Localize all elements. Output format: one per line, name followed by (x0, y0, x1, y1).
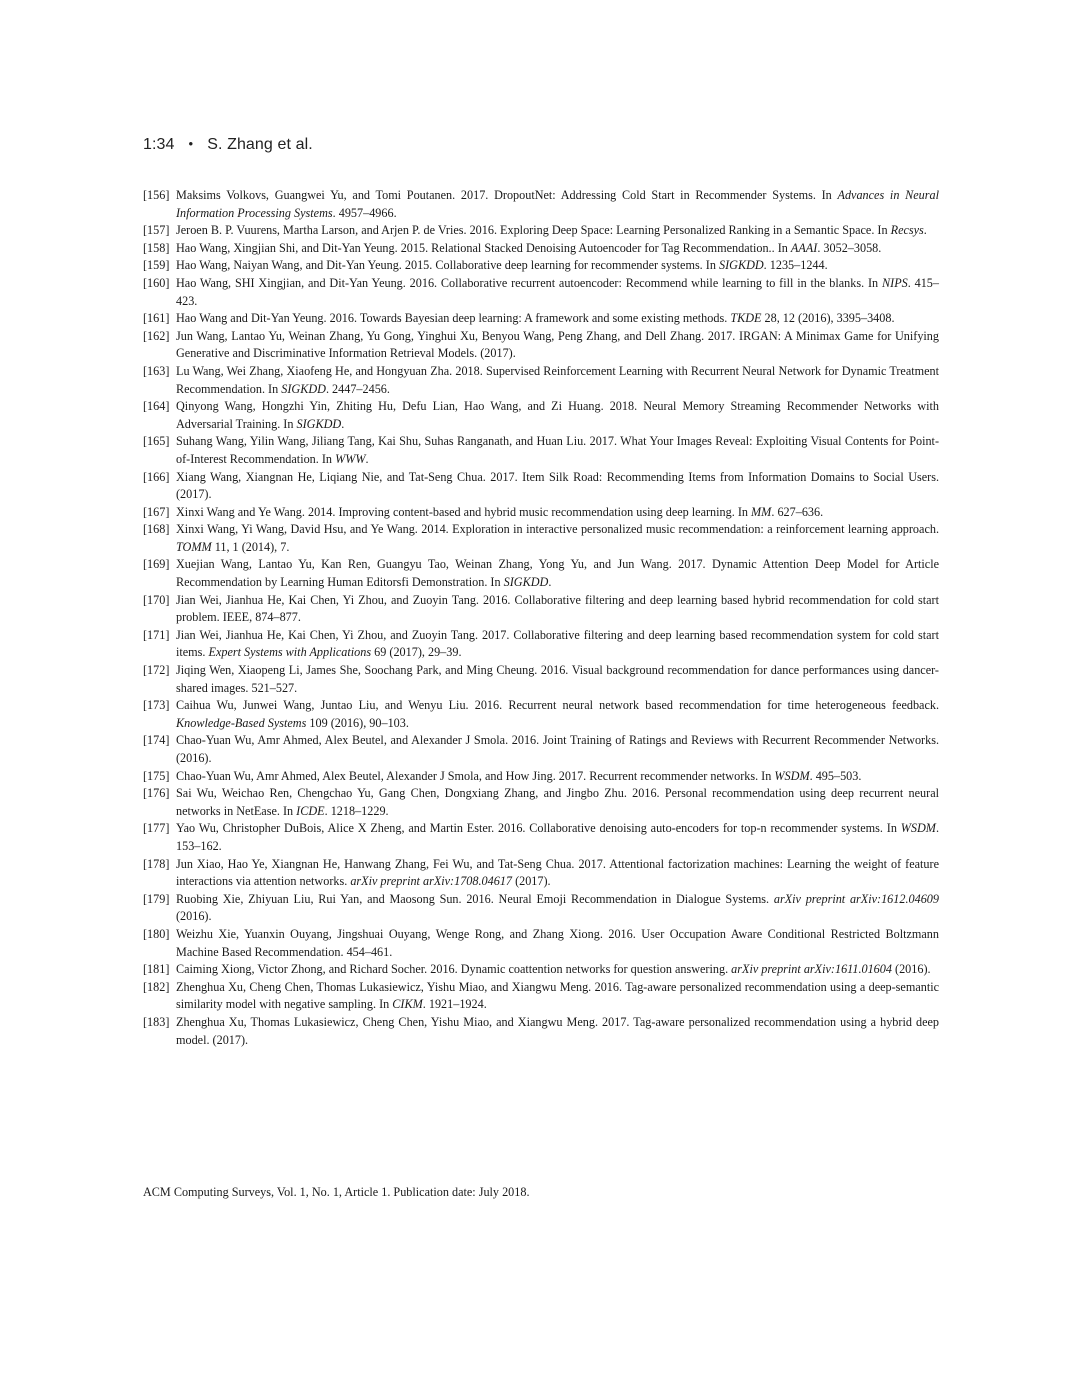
reference-number: [168] (143, 522, 170, 537)
reference-venue: Recsys (890, 223, 924, 238)
reference-entry (143, 732, 939, 767)
reference-text: Ruobing Xie, Zhiyuan Liu, Rui Yan, and Maosong Sun. 2016. Neural Emoji Recommendation in Dialogue Systems. (176, 891, 774, 906)
reference-venue: TOMM (176, 539, 212, 554)
reference-venue: WWW (335, 451, 366, 466)
reference-entry (143, 328, 939, 363)
reference-text: . 2447–2456. (325, 381, 390, 396)
reference-entry (143, 891, 939, 926)
reference-text: . 4957–4966. (332, 205, 397, 220)
running-header (143, 136, 313, 154)
reference-text: . 1921–1924. (422, 997, 487, 1012)
reference-number: [167] (143, 504, 170, 519)
reference-venue: arXiv preprint arXiv:1611.01604 (731, 962, 892, 977)
reference-entry (143, 979, 939, 1014)
reference-text: Jeroen B. P. Vuurens, Martha Larson, and Arjen P. de Vries. 2016. Exploring Deep Space: Learning Personalized Ranking in a Semantic Space. In (176, 223, 891, 238)
reference-text: Jun Xiao, Hao Ye, Xiangnan He, Hanwang Zhang, Fei Wu, and Tat-Seng Chua. 2017. Attentional factorization machines: Learning the weight of feature interactions via attention networks. (176, 856, 939, 889)
reference-venue: Knowledge-Based Systems (176, 715, 307, 730)
reference-number: [182] (143, 979, 170, 994)
reference-text: . (923, 223, 927, 238)
reference-text: Maksims Volkovs, Guangwei Yu, and Tomi Poutanen. 2017. DropoutNet: Addressing Cold Start in Recommender Systems. In (176, 188, 838, 202)
reference-number: [173] (143, 698, 170, 713)
reference-number: [158] (143, 240, 170, 255)
reference-number: [161] (143, 311, 170, 326)
reference-list (143, 187, 939, 1049)
reference-entry (143, 926, 939, 961)
reference-number: [162] (143, 328, 170, 343)
reference-text: Xinxi Wang and Ye Wang. 2014. Improving content-based and hybrid music recommendation using deep learning. In (176, 504, 752, 519)
reference-number: [172] (143, 663, 170, 678)
reference-number: [170] (143, 592, 170, 607)
reference-entry (143, 398, 939, 433)
reference-text: Jun Wang, Lantao Yu, Weinan Zhang, Yu Gong, Yinghui Xu, Benyou Wang, Peng Zhang, and Dell Zhang. 2017. IRGAN: A Minimax Game for Unifying Generative and Discriminative Information Retrieval Models. (2017). (176, 328, 939, 361)
reference-venue: arXiv preprint arXiv:1612.04609 (773, 891, 939, 906)
reference-venue: WSDM (900, 821, 936, 836)
reference-text: . 627–636. (771, 504, 824, 519)
reference-number: [181] (143, 962, 170, 977)
reference-text: . 495–503. (809, 768, 862, 783)
reference-entry (143, 662, 939, 697)
reference-text: Jian Wei, Jianhua He, Kai Chen, Yi Zhou, and Zuoyin Tang. 2016. Collaborative filtering and deep learning based hybrid recommendation for cold start problem. IEEE, 874–877. (176, 592, 939, 625)
reference-text: . 1218–1229. (324, 803, 389, 818)
reference-text: Sai Wu, Weichao Ren, Chengchao Yu, Gang Chen, Dongxiang Zhang, and Jingbo Zhu. 2016. Personal recommendation using deep recurrent neural networks in NetEase. In (176, 786, 939, 818)
reference-entry (143, 592, 939, 627)
reference-text: (2016). (176, 909, 212, 924)
reference-number: [178] (143, 856, 170, 871)
running-footer: ACM Computing Surveys, Vol. 1, No. 1, Article 1. Publication date: July 2018. (143, 1185, 530, 1199)
reference-venue: SIGKDD (281, 381, 326, 396)
reference-number: [159] (143, 258, 170, 273)
reference-venue: TKDE (730, 311, 762, 326)
reference-venue: SIGKDD (718, 258, 764, 273)
reference-entry (143, 187, 939, 222)
reference-entry (143, 275, 939, 310)
running-authors: S. Zhang et al. (207, 136, 313, 153)
reference-text: Caiming Xiong, Victor Zhong, and Richard Socher. 2016. Dynamic coattention networks for question answering. (176, 962, 732, 977)
reference-entry (143, 556, 939, 591)
reference-entry (143, 856, 939, 891)
reference-text: Qinyong Wang, Hongzhi Yin, Zhiting Hu, Defu Lian, Hao Wang, and Zi Huang. 2018. Neural Memory Streaming Recommender Networks with Adversarial Training. In (176, 399, 939, 431)
reference-entry (143, 820, 939, 855)
reference-entry (143, 785, 939, 820)
page-number: 1:34 (143, 136, 175, 153)
reference-text: Chao-Yuan Wu, Amr Ahmed, Alex Beutel, Alexander J Smola, and How Jing. 2017. Recurrent recommender networks. In (176, 768, 775, 783)
reference-entry (143, 697, 939, 732)
reference-venue: NIPS (882, 275, 908, 290)
reference-number: [175] (143, 768, 170, 783)
reference-text: . 3052–3058. (817, 240, 882, 255)
reference-text: Hao Wang, Naiyan Wang, and Dit-Yan Yeung. 2015. Collaborative deep learning for recommender systems. In (176, 258, 719, 273)
reference-text: . 153–162. (176, 821, 939, 853)
header-separator: • (188, 136, 194, 151)
reference-number: [183] (143, 1014, 170, 1029)
reference-entry (143, 363, 939, 398)
reference-text: 28, 12 (2016), 3395–3408. (761, 311, 895, 326)
reference-text: 109 (2016), 90–103. (306, 715, 409, 730)
reference-number: [171] (143, 627, 170, 642)
reference-entry (143, 222, 939, 240)
reference-text: Xinxi Wang, Yi Wang, David Hsu, and Ye Wang. 2014. Exploration in interactive personalized music recommendation: a reinforcement learning approach. (176, 522, 939, 537)
reference-entry (143, 1014, 939, 1049)
reference-venue: arXiv preprint arXiv:1708.04617 (350, 874, 513, 889)
reference-text: Chao-Yuan Wu, Amr Ahmed, Alex Beutel, and Alexander J Smola. 2016. Joint Training of Ratings and Reviews with Recurrent Recommender Networks. (2016). (176, 733, 939, 765)
reference-text: Weizhu Xie, Yuanxin Ouyang, Jingshuai Ouyang, Wenge Rong, and Zhang Xiong. 2016. User Occupation Aware Conditional Restricted Boltzmann Machine Based Recommendation. 454–461. (176, 926, 939, 959)
reference-number: [177] (143, 821, 170, 836)
reference-text: . (341, 416, 345, 431)
reference-text: 11, 1 (2014), 7. (211, 539, 290, 554)
reference-text: Zhenghua Xu, Thomas Lukasiewicz, Cheng Chen, Yishu Miao, and Xiangwu Meng. 2017. Tag-aware personalized recommendation using a hybrid deep model. (2017). (176, 1014, 939, 1047)
reference-text: Xuejian Wang, Lantao Yu, Kan Ren, Guangyu Tao, Weinan Zhang, Yong Yu, and Jun Wang. 2017. Dynamic Attention Deep Model for Article Recommendation by Learning Human Editorsfi Demonstration. In (176, 557, 939, 590)
reference-entry (143, 768, 939, 786)
reference-entry (143, 469, 939, 504)
reference-venue: CIKM (392, 997, 423, 1012)
reference-venue: Expert Systems with Applications (208, 645, 372, 660)
reference-text: Suhang Wang, Yilin Wang, Jiliang Tang, Kai Shu, Suhas Ranganath, and Huan Liu. 2017. What Your Images Reveal: Exploiting Visual Contents for Point-of-Interest Recommendation. In (176, 434, 939, 466)
reference-text: Zhenghua Xu, Cheng Chen, Thomas Lukasiewicz, Yishu Miao, and Xiangwu Meng. 2016. Tag-aware personalized recommendation using a deep-semantic similarity model with negative sampling. In (176, 979, 939, 1012)
reference-text: . 415–423. (176, 275, 939, 308)
reference-number: [160] (143, 275, 170, 290)
reference-number: [166] (143, 469, 170, 484)
reference-number: [179] (143, 891, 170, 906)
reference-entry (143, 433, 939, 468)
reference-text: (2016). (891, 962, 931, 977)
reference-entry (143, 627, 939, 662)
reference-venue: MM (751, 504, 772, 519)
reference-text: Hao Wang and Dit-Yan Yeung. 2016. Towards Bayesian deep learning: A framework and some existing methods. (176, 311, 731, 326)
reference-number: [180] (143, 926, 170, 941)
reference-venue: SIGKDD (296, 416, 342, 431)
reference-entry (143, 961, 939, 979)
reference-text: (2017). (512, 874, 551, 889)
reference-entry (143, 504, 939, 522)
reference-entry (143, 240, 939, 258)
reference-text: Jiqing Wen, Xiaopeng Li, James She, Soochang Park, and Ming Cheung. 2016. Visual background recommendation for dance performances using dancer-shared images. 521–527. (176, 663, 939, 695)
reference-number: [156] (143, 188, 170, 202)
reference-number: [176] (143, 786, 170, 801)
reference-number: [174] (143, 733, 170, 748)
reference-entry (143, 521, 939, 556)
reference-text: Caihua Wu, Junwei Wang, Juntao Liu, and Wenyu Liu. 2016. Recurrent neural network based recommendation for time heterogeneous feedback. (176, 698, 939, 713)
reference-number: [164] (143, 399, 170, 414)
reference-venue: AAAI (790, 240, 818, 255)
reference-number: [157] (143, 223, 170, 238)
reference-number: [163] (143, 363, 170, 378)
reference-text: Hao Wang, Xingjian Shi, and Dit-Yan Yeung. 2015. Relational Stacked Denoising Autoencoder for Tag Recommendation.. In (176, 240, 791, 255)
reference-entry (143, 310, 939, 328)
reference-text: Hao Wang, SHI Xingjian, and Dit-Yan Yeung. 2016. Collaborative recurrent autoencoder: Recommend while learning to fill in the blanks. In (176, 275, 882, 290)
reference-text: Lu Wang, Wei Zhang, Xiaofeng He, and Hongyuan Zha. 2018. Supervised Reinforcement Learning with Recurrent Neural Network for Dynamic Treatment Recommendation. In (176, 363, 939, 396)
reference-text: . 1235–1244. (763, 258, 828, 273)
reference-text: 69 (2017), 29–39. (371, 645, 462, 660)
reference-venue: SIGKDD (503, 575, 549, 590)
reference-text: Jian Wei, Jianhua He, Kai Chen, Yi Zhou, and Zuoyin Tang. 2017. Collaborative filtering and deep learning based recommendation system for cold start items. (176, 627, 939, 660)
reference-number: [165] (143, 434, 170, 449)
reference-text: Xiang Wang, Xiangnan He, Liqiang Nie, and Tat-Seng Chua. 2017. Item Silk Road: Recommending Items from Information Domains to Social Users. (2017). (176, 469, 939, 502)
reference-text: . (365, 451, 369, 466)
reference-venue: Advances in Neural Information Processing Systems (176, 188, 939, 220)
reference-venue: WSDM (774, 768, 810, 783)
reference-number: [169] (143, 557, 170, 572)
reference-entry (143, 257, 939, 275)
reference-text: . (548, 575, 552, 590)
reference-text: Yao Wu, Christopher DuBois, Alice X Zheng, and Martin Ester. 2016. Collaborative denoising auto-encoders for top-n recommender systems. In (176, 821, 901, 836)
reference-venue: ICDE (296, 803, 325, 818)
